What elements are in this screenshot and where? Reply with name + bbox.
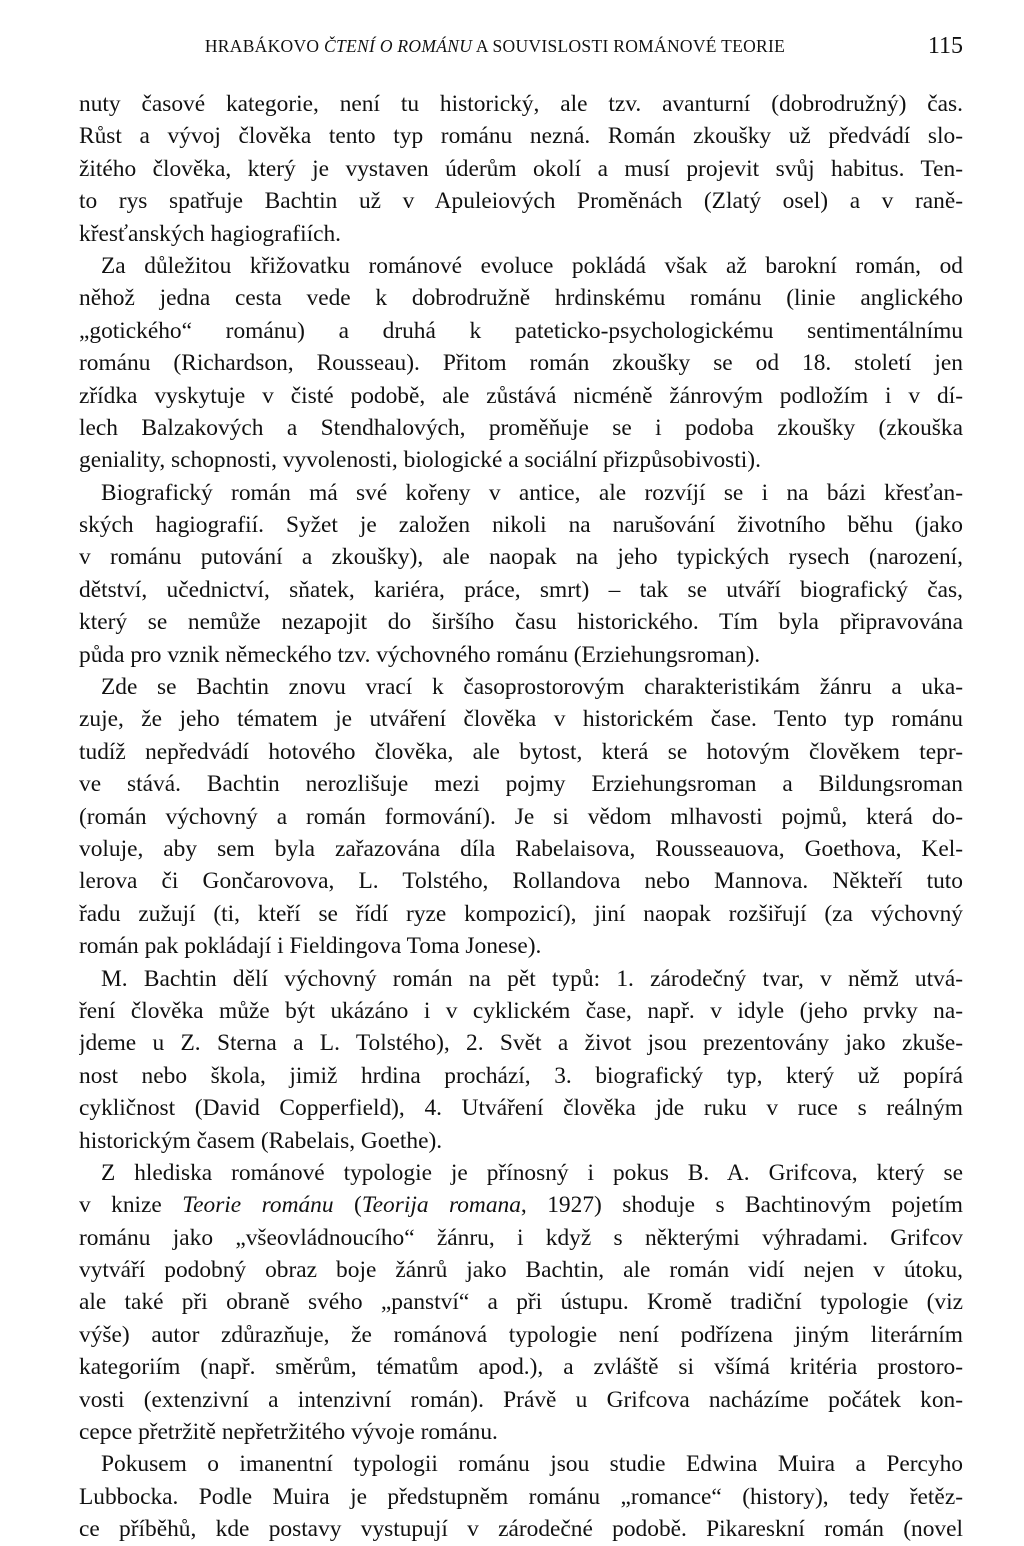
text-line: geniality, schopnosti, vyvolenosti, biologické a sociální přizpůsobivosti).: [79, 447, 761, 474]
page-number: 115: [927, 33, 963, 59]
book-page: [79, 33, 963, 1546]
text-line: Pokusem o imanentní typologii románu jsou studie Edwina Muira a Percyho: [101, 1451, 963, 1478]
text-line: křesťanských hagiografiích.: [79, 220, 342, 247]
text-line: Biografický román má své kořeny v antice, ale rozvíjí se i na bázi křesťan-: [101, 479, 963, 506]
paragraph: [79, 88, 963, 250]
text-run: ale také při obraně svého „panství“ a při ústupu. Kromě tradiční typologie (viz: [79, 1289, 963, 1316]
text-line: Za důležitou křižovatku románové evoluce pokládá však až barokní román, od: [101, 252, 963, 279]
text-line: lech Balzakových a Stendhalových, proměňuje se i podoba zkoušky (zkouška: [79, 414, 963, 441]
text-line: [79, 1351, 963, 1383]
text-line: nuty časové kategorie, není tu historický, ale tzv. avanturní (dobrodružný) čas.: [79, 91, 963, 117]
text-line: v románu putování a zkoušky), ale naopak na jeho typických rysech (narození,: [79, 544, 963, 571]
text-line: který se nemůže nezapojit do širšího času historického. Tím byla připravována: [79, 609, 963, 636]
text-line: [79, 1384, 963, 1416]
text-line: ve stává. Bachtin nerozlišuje mezi pojmy Erziehungsroman a Bildungsroman: [79, 771, 963, 798]
text-run: cepce přetržitě nepřetržitého vývoje románu.: [79, 1419, 498, 1446]
paragraph: [79, 963, 963, 1157]
text-line: řadu zužují (ti, kteří se řídí ryze kompozicí), jiní naopak rozšiřují (za výchovný: [79, 900, 963, 927]
text-line: jdeme u Z. Sterna a L. Tolstého), 2. Svět a život jsou prezentovány jako zkuše-: [79, 1030, 963, 1057]
running-title-suffix: A SOUVISLOSTI ROMÁNOVÉ TEORIE: [472, 36, 786, 56]
text-line: [79, 1319, 963, 1351]
text-line: ce příběhů, kde postavy vystupují v zárodečné podobě. Pikareskní román (novel: [79, 1516, 963, 1543]
book-title-italic: Teorija romana: [361, 1192, 521, 1219]
running-title-italic: ČTENÍ O ROMÁNU: [324, 36, 473, 56]
paragraph: [79, 671, 963, 963]
text-line: [79, 1189, 963, 1221]
text-line: „gotického“ románu) a druhá k pateticko-psychologickému sentimentálnímu: [79, 317, 963, 344]
text-run: románu jako „všeovládnoucího“ žánru, i když s některými výhradami. Grifcov: [79, 1224, 963, 1251]
text-line: Lubbocka. Podle Muira je předstupněm románu „romance“ (history), tedy řetěz-: [79, 1483, 963, 1510]
text-line: žitého člověka, který je vystaven úderům okolí a musí projevit svůj habitus. Ten-: [79, 155, 963, 182]
text-line: [79, 1157, 963, 1189]
text-line: [79, 1286, 963, 1318]
text-run: v knize: [79, 1192, 183, 1219]
text-line: lerova či Gončarovova, L. Tolstého, Rollandova nebo Mannova. Někteří tuto: [79, 868, 963, 895]
text-line: [79, 1222, 963, 1254]
paragraph: [79, 1448, 963, 1545]
text-run: Z hlediska románové typologie je přínosný i pokus B. A. Grifcova, který se: [101, 1159, 963, 1186]
text-line: cykličnost (David Copperfield), 4. Utváření člověka jde ruku v ruce s reálným: [79, 1095, 963, 1122]
book-title-italic: Teorie románu: [182, 1192, 334, 1219]
text-line: voluje, aby sem byla zařazována díla Rabelaisova, Rousseauova, Goethova, Kel-: [79, 835, 963, 862]
text-line: něhož jedna cesta vede k dobrodružně hrdinskému románu (linie anglického: [79, 285, 963, 312]
text-run: vosti (extenzivní a intenzivní román). Právě u Grifcova nacházíme počátek kon-: [79, 1386, 963, 1413]
text-line: (román výchovný a román formování). Je si vědom mlhavosti pojmů, která do-: [79, 803, 963, 830]
paragraph: [79, 477, 963, 671]
body-text: [79, 88, 963, 1546]
text-run: kategoriím (např. směrům, tématům apod.), a zvláště si všímá kritéria prostoro-: [79, 1354, 963, 1381]
paragraph: [79, 1157, 963, 1449]
text-line: dětství, učednictví, sňatek, kariéra, práce, smrt) – tak se utváří biografický čas,: [79, 576, 963, 603]
text-line: půda pro vznik německého tzv. výchovného románu (Erziehungsroman).: [79, 641, 761, 668]
text-line: ření člověka může být ukázáno i v cyklickém čase, např. v idyle (jeho prvky na-: [79, 997, 963, 1024]
text-line: Růst a vývoj člověka tento typ románu nezná. Román zkoušky už předvádí slo-: [79, 123, 963, 150]
text-run: , 1927) shoduje s Bachtinovým pojetím: [520, 1192, 963, 1219]
text-line: román pak pokládají i Fieldingova Toma Jonese).: [79, 933, 542, 960]
text-run: vytváří podobný obraz boje žánrů jako Bachtin, ale román vidí nejen v útoku,: [79, 1257, 963, 1284]
text-run: (: [333, 1192, 362, 1219]
text-line: nost nebo škola, jimiž hrdina prochází, 3. biografický typ, který už popírá: [79, 1062, 963, 1089]
text-run: výše) autor zdůrazňuje, že románová typologie není podřízena jiným literárním: [79, 1321, 963, 1348]
text-line: tudíž nepředvádí hotového člověka, ale bytost, která se hotovým člověkem tepr-: [79, 738, 963, 765]
text-line: historickým časem (Rabelais, Goethe).: [79, 1127, 443, 1154]
paragraph: [79, 250, 963, 477]
text-line: zuje, že jeho tématem je utváření člověka v historickém čase. Tento typ románu: [79, 706, 963, 733]
text-line: zřídka vyskytuje v čisté podobě, ale zůstává nicméně žánrovým podložím i v dí-: [79, 382, 963, 409]
running-title: [79, 36, 911, 57]
text-line: románu (Richardson, Rousseau). Přitom román zkoušky se od 18. století jen: [79, 350, 963, 377]
text-line: to rys spatřuje Bachtin už v Apuleiových Proměnách (Zlatý osel) a v raně-: [79, 188, 963, 215]
text-line: [79, 1416, 963, 1448]
text-line: [79, 1254, 963, 1286]
running-title-prefix: HRABÁKOVO: [204, 36, 325, 56]
text-line: M. Bachtin dělí výchovný román na pět typů: 1. zárodečný tvar, v němž utvá-: [101, 965, 963, 992]
text-line: Zde se Bachtin znovu vrací k časoprostorovým charakteristikám žánru a uka-: [101, 674, 963, 701]
running-head: [79, 33, 963, 72]
text-line: ských hagiografií. Syžet je založen nikoli na narušování životního běhu (jako: [79, 512, 963, 539]
